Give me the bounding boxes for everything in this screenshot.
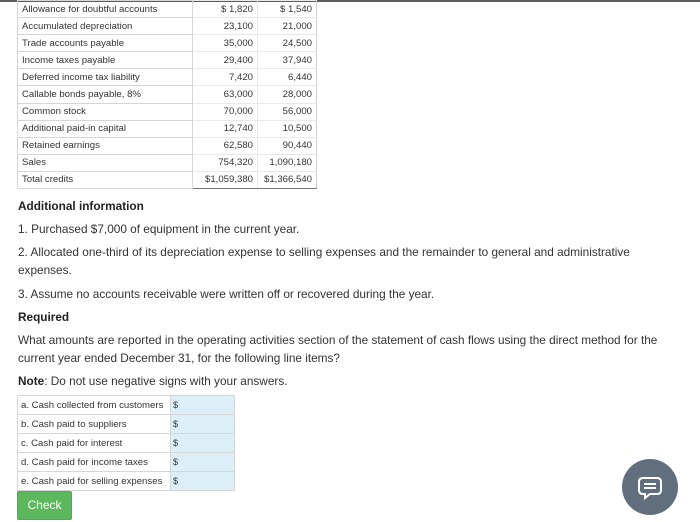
answer-row (18, 396, 235, 415)
row-value-prior: 10,500 (258, 120, 317, 137)
answer-row (18, 472, 235, 491)
ledger-body (18, 1, 317, 189)
row-value-prior: 1,090,180 (258, 154, 317, 171)
row-label: Callable bonds payable, 8% (18, 86, 193, 103)
table-row (18, 35, 317, 52)
row-label: Additional paid-in capital (18, 120, 193, 137)
ledger-table (17, 0, 317, 189)
table-row (18, 137, 317, 154)
total-value-current: $1,059,380 (193, 171, 258, 188)
currency-symbol: $ (171, 396, 183, 415)
table-row (18, 103, 317, 120)
table-row (18, 18, 317, 35)
answer-label: b. Cash paid to suppliers (18, 415, 171, 434)
check-button[interactable]: Check (17, 491, 72, 520)
row-value-current: 63,000 (193, 86, 258, 103)
currency-symbol: $ (171, 415, 183, 434)
row-value-prior: 6,440 (258, 69, 317, 86)
cash-paid-selling-input[interactable] (182, 473, 234, 489)
row-value-prior: 21,000 (258, 18, 317, 35)
row-label: Deferred income tax liability (18, 69, 193, 86)
answer-row (18, 434, 235, 453)
row-value-current: 7,420 (193, 69, 258, 86)
answer-row (18, 415, 235, 434)
total-row (18, 171, 317, 188)
additional-info-heading: Additional information (18, 199, 144, 213)
table-row (18, 120, 317, 137)
row-value-prior: 37,940 (258, 52, 317, 69)
row-label: Income taxes payable (18, 52, 193, 69)
cash-collected-input[interactable] (182, 397, 234, 413)
currency-symbol: $ (171, 453, 183, 472)
row-value-prior: $ 1,540 (258, 1, 317, 18)
currency-symbol: $ (171, 472, 183, 491)
table-row (18, 86, 317, 103)
currency-symbol: $ (171, 434, 183, 453)
total-value-prior: $1,366,540 (258, 171, 317, 188)
row-value-current: 29,400 (193, 52, 258, 69)
required-heading: Required (18, 310, 70, 324)
row-value-current: 62,580 (193, 137, 258, 154)
row-value-current: 12,740 (193, 120, 258, 137)
answer-row (18, 453, 235, 472)
chat-bubble-icon (635, 472, 665, 502)
row-label: Retained earnings (18, 137, 193, 154)
row-label: Allowance for doubtful accounts (18, 1, 193, 18)
total-label: Total credits (18, 171, 193, 188)
row-label: Accumulated depreciation (18, 18, 193, 35)
row-value-current: 23,100 (193, 18, 258, 35)
answer-label: e. Cash paid for selling expenses (18, 472, 171, 491)
answer-label: a. Cash collected from customers (18, 396, 171, 415)
answer-table (17, 395, 235, 491)
note-line (18, 372, 288, 390)
table-row (18, 1, 317, 18)
row-value-current: 754,320 (193, 154, 258, 171)
info-item-2: 2. Allocated one-third of its depreciation expense to selling expenses and the remainder to general and administrative expenses. (18, 245, 630, 277)
question-text: What amounts are reported in the operating activities section of the statement of cash flows using the direct method for the current year ended December 31, for the following line items? (18, 333, 658, 365)
table-row (18, 69, 317, 86)
row-value-prior: 56,000 (258, 103, 317, 120)
cash-paid-interest-input[interactable] (182, 435, 234, 451)
note-text: : Do not use negative signs with your answers. (44, 374, 288, 388)
row-label: Common stock (18, 103, 193, 120)
info-item-3: 3. Assume no accounts receivable were written off or recovered during the year. (18, 287, 435, 301)
note-label: Note (18, 374, 45, 388)
row-value-prior: 28,000 (258, 86, 317, 103)
chat-button[interactable] (622, 459, 678, 515)
row-value-current: $ 1,820 (193, 1, 258, 18)
table-row (18, 52, 317, 69)
answer-label: d. Cash paid for income taxes (18, 453, 171, 472)
table-row (18, 154, 317, 171)
row-label: Trade accounts payable (18, 35, 193, 52)
row-value-prior: 24,500 (258, 35, 317, 52)
cash-paid-suppliers-input[interactable] (182, 416, 234, 432)
cash-paid-income-taxes-input[interactable] (182, 454, 234, 470)
answer-label: c. Cash paid for interest (18, 434, 171, 453)
row-label: Sales (18, 154, 193, 171)
info-item-1: 1. Purchased $7,000 of equipment in the current year. (18, 222, 300, 236)
row-value-current: 35,000 (193, 35, 258, 52)
row-value-prior: 90,440 (258, 137, 317, 154)
row-value-current: 70,000 (193, 103, 258, 120)
